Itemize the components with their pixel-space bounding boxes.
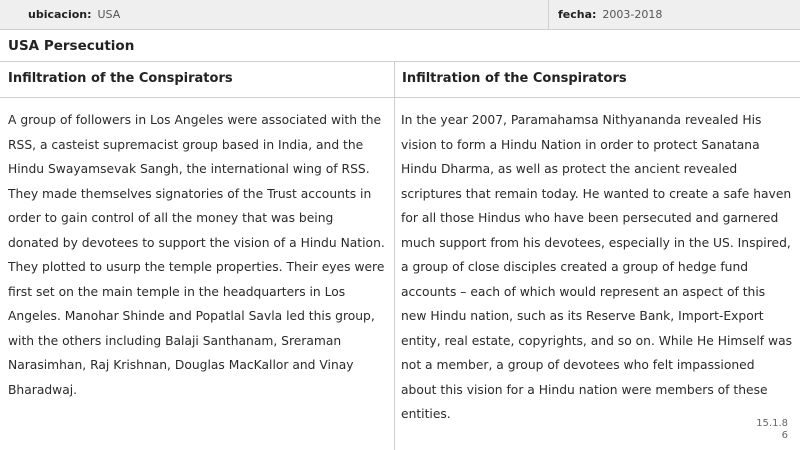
metadata-divider (548, 0, 549, 30)
page-number (728, 418, 788, 442)
column-divider (394, 62, 395, 450)
fecha-value: 2003-2018 (602, 8, 663, 21)
right-column-header: Infiltration of the Conspirators (394, 62, 800, 98)
page-number-line2: 6 (781, 430, 788, 441)
section-title: USA Persecution (0, 30, 800, 62)
ubicacion-label: ubicacion: (28, 8, 92, 21)
page-number-line1: 15.1.8 (756, 418, 788, 429)
ubicacion-field (28, 0, 120, 30)
left-column-body: A group of followers in Los Angeles were associated with the RSS, a casteist supremacist group based in India, and the Hindu Swayamsevak Sangh, the international wing of RSS. They made themselves signatories of the Trust accounts in order to gain control of all the money that was being donated by devotees to support the vision of a Hindu Nation. They plotted to usurp the temple properties. Their eyes were first set on the main temple in the headquarters in Los Angeles. Manohar Shinde and Popatlal Savla led this group, with the others including Balaji Santhanam, Sreraman Narasimhan, Raj Krishnan, Douglas MacKallor and Vinay Bharadwaj. (8, 113, 385, 397)
metadata-bar (0, 0, 800, 30)
fecha-label: fecha: (558, 8, 597, 21)
left-column-header: Infiltration of the Conspirators (0, 62, 394, 98)
right-column-body: In the year 2007, Paramahamsa Nithyananda revealed His vision to form a Hindu Nation in order to protect Sanatana Hindu Dharma, as well as protect the ancient revealed scriptures that remain today. He wanted to create a safe haven for all those Hindus who have been persecuted and garnered much support from his devotees, especially in the US. Inspired, a group of close disciples created a group of hedge fund accounts – each of which would represent an aspect of this new Hindu nation, such as its Reserve Bank, Import-Export entity, real estate, copyrights, and so on. While He Himself was not a member, a group of devotees who felt impassioned about this vision for a Hindu nation were members of these entities. (401, 113, 793, 421)
ubicacion-value: USA (97, 8, 121, 21)
fecha-field (558, 0, 662, 30)
